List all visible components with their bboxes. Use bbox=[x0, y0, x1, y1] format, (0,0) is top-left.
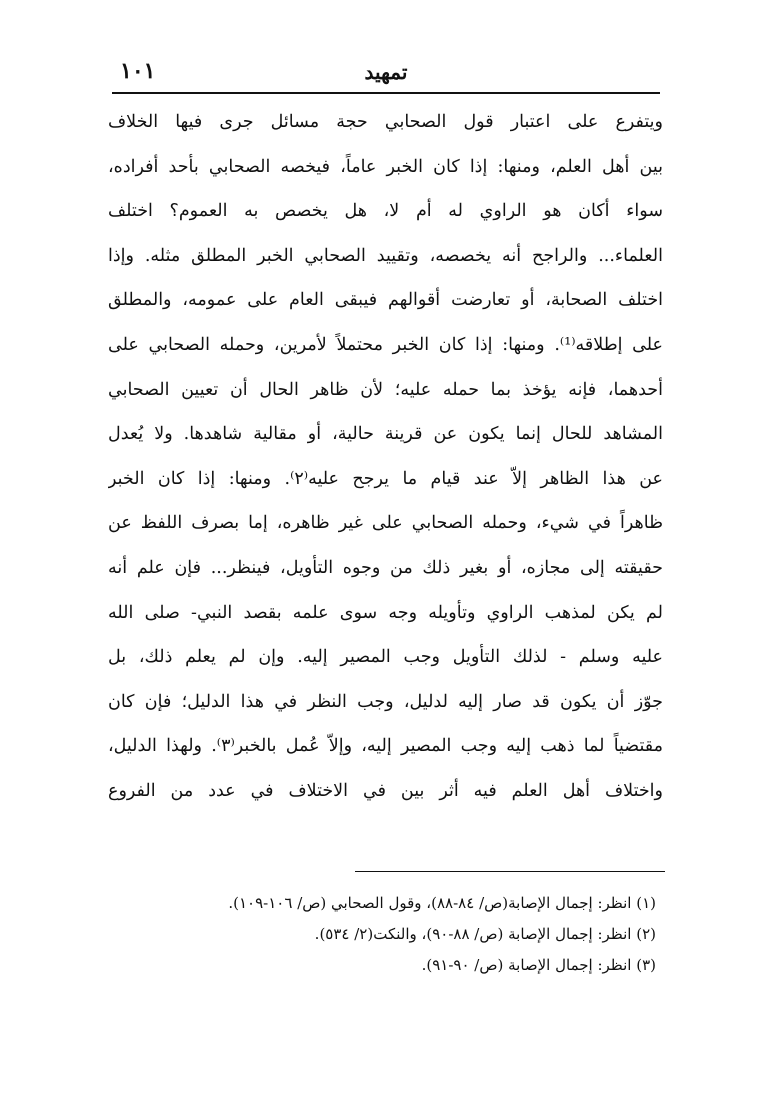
page-number: ١٠١ bbox=[120, 58, 156, 84]
footnote-1: (١) انظر: إجمال الإصابة(ص/ ٨٤-٨٨)، وقول الصحابي (ص/ ١٠٦-١٠٩). bbox=[228, 894, 656, 912]
text-line: اختلف الصحابة، أو تعارضت أقوالهم فيبقى العام على عمومه، والمطلق bbox=[108, 290, 663, 311]
text-line: سواء أكان هو الراوي له أم لا، هل يخصص به العموم؟ اختلف bbox=[108, 201, 663, 222]
text-line: على إطلاقه⁽¹⁾. ومنها: إذا كان الخبر محتملاً لأمرين، وحمله الصحابي على bbox=[108, 334, 663, 355]
text-line: بين أهل العلم، ومنها: إذا كان الخبر عاماً، فيخصه الصحابي بأحد أفراده، bbox=[108, 156, 663, 177]
text-line: العلماء... والراجح أنه يخصصه، وتقييد الصحابي الخبر المطلق مثله. وإذا bbox=[108, 245, 663, 266]
text-line: لم يكن لمذهب الراوي وتأويله وجه سوى علمه بقصد النبي- صلى الله bbox=[108, 602, 663, 623]
footnotes bbox=[180, 888, 656, 981]
text-line: حقيقته إلى مجازه، أو بغير ذلك من وجوه التأويل، فينظر... فإن علم أنه bbox=[108, 557, 663, 578]
text-line: مقتضياً لما ذهب إليه وجب المصير إليه، وإلاّ عُمل بالخبر⁽٣⁾. ولهذا الدليل، bbox=[108, 736, 663, 757]
header-rule bbox=[112, 92, 660, 94]
chapter-title: تمهيد bbox=[364, 60, 408, 84]
text-line: واختلاف أهل العلم فيه أثر بين في الاختلاف في عدد من الفروع bbox=[108, 780, 663, 801]
text-line: أحدهما، فإنه يؤخذ بما حمله عليه؛ لأن ظاهر الحال أن تعيين الصحابي bbox=[108, 379, 663, 400]
footnote-3: (٣) انظر: إجمال الإصابة (ص/ ٩٠-٩١). bbox=[421, 956, 656, 974]
text-line: جوّز أن يكون قد صار إليه لدليل، وجب النظر في هذا الدليل؛ فإن كان bbox=[108, 691, 663, 712]
text-line: المشاهد للحال إنما يكون عن قرينة حالية، أو مقالية شاهدها. ولا يُعدل bbox=[108, 424, 663, 445]
text-line: عليه وسلم - لذلك التأويل وجب المصير إليه. وإن لم يعلم ذلك، بل bbox=[108, 647, 663, 668]
text-line: ظاهراً في شيء، وحمله الصحابي على غير ظاهره، إما بصرف اللفظ عن bbox=[108, 513, 663, 534]
text-line: ويتفرع على اعتبار قول الصحابي حجة مسائل جرى فيها الخلاف bbox=[108, 112, 663, 132]
footnote-separator bbox=[355, 871, 665, 872]
text-line: عن هذا الظاهر إلاّ عند قيام ما يرجح عليه⁽٢⁾. ومنها: إذا كان الخبر bbox=[108, 468, 663, 489]
main-text bbox=[108, 100, 663, 814]
running-header bbox=[112, 52, 660, 92]
footnote-2: (٢) انظر: إجمال الإصابة (ص/ ٨٨-٩٠)، والنكت(٢/ ٥٣٤). bbox=[314, 925, 656, 943]
